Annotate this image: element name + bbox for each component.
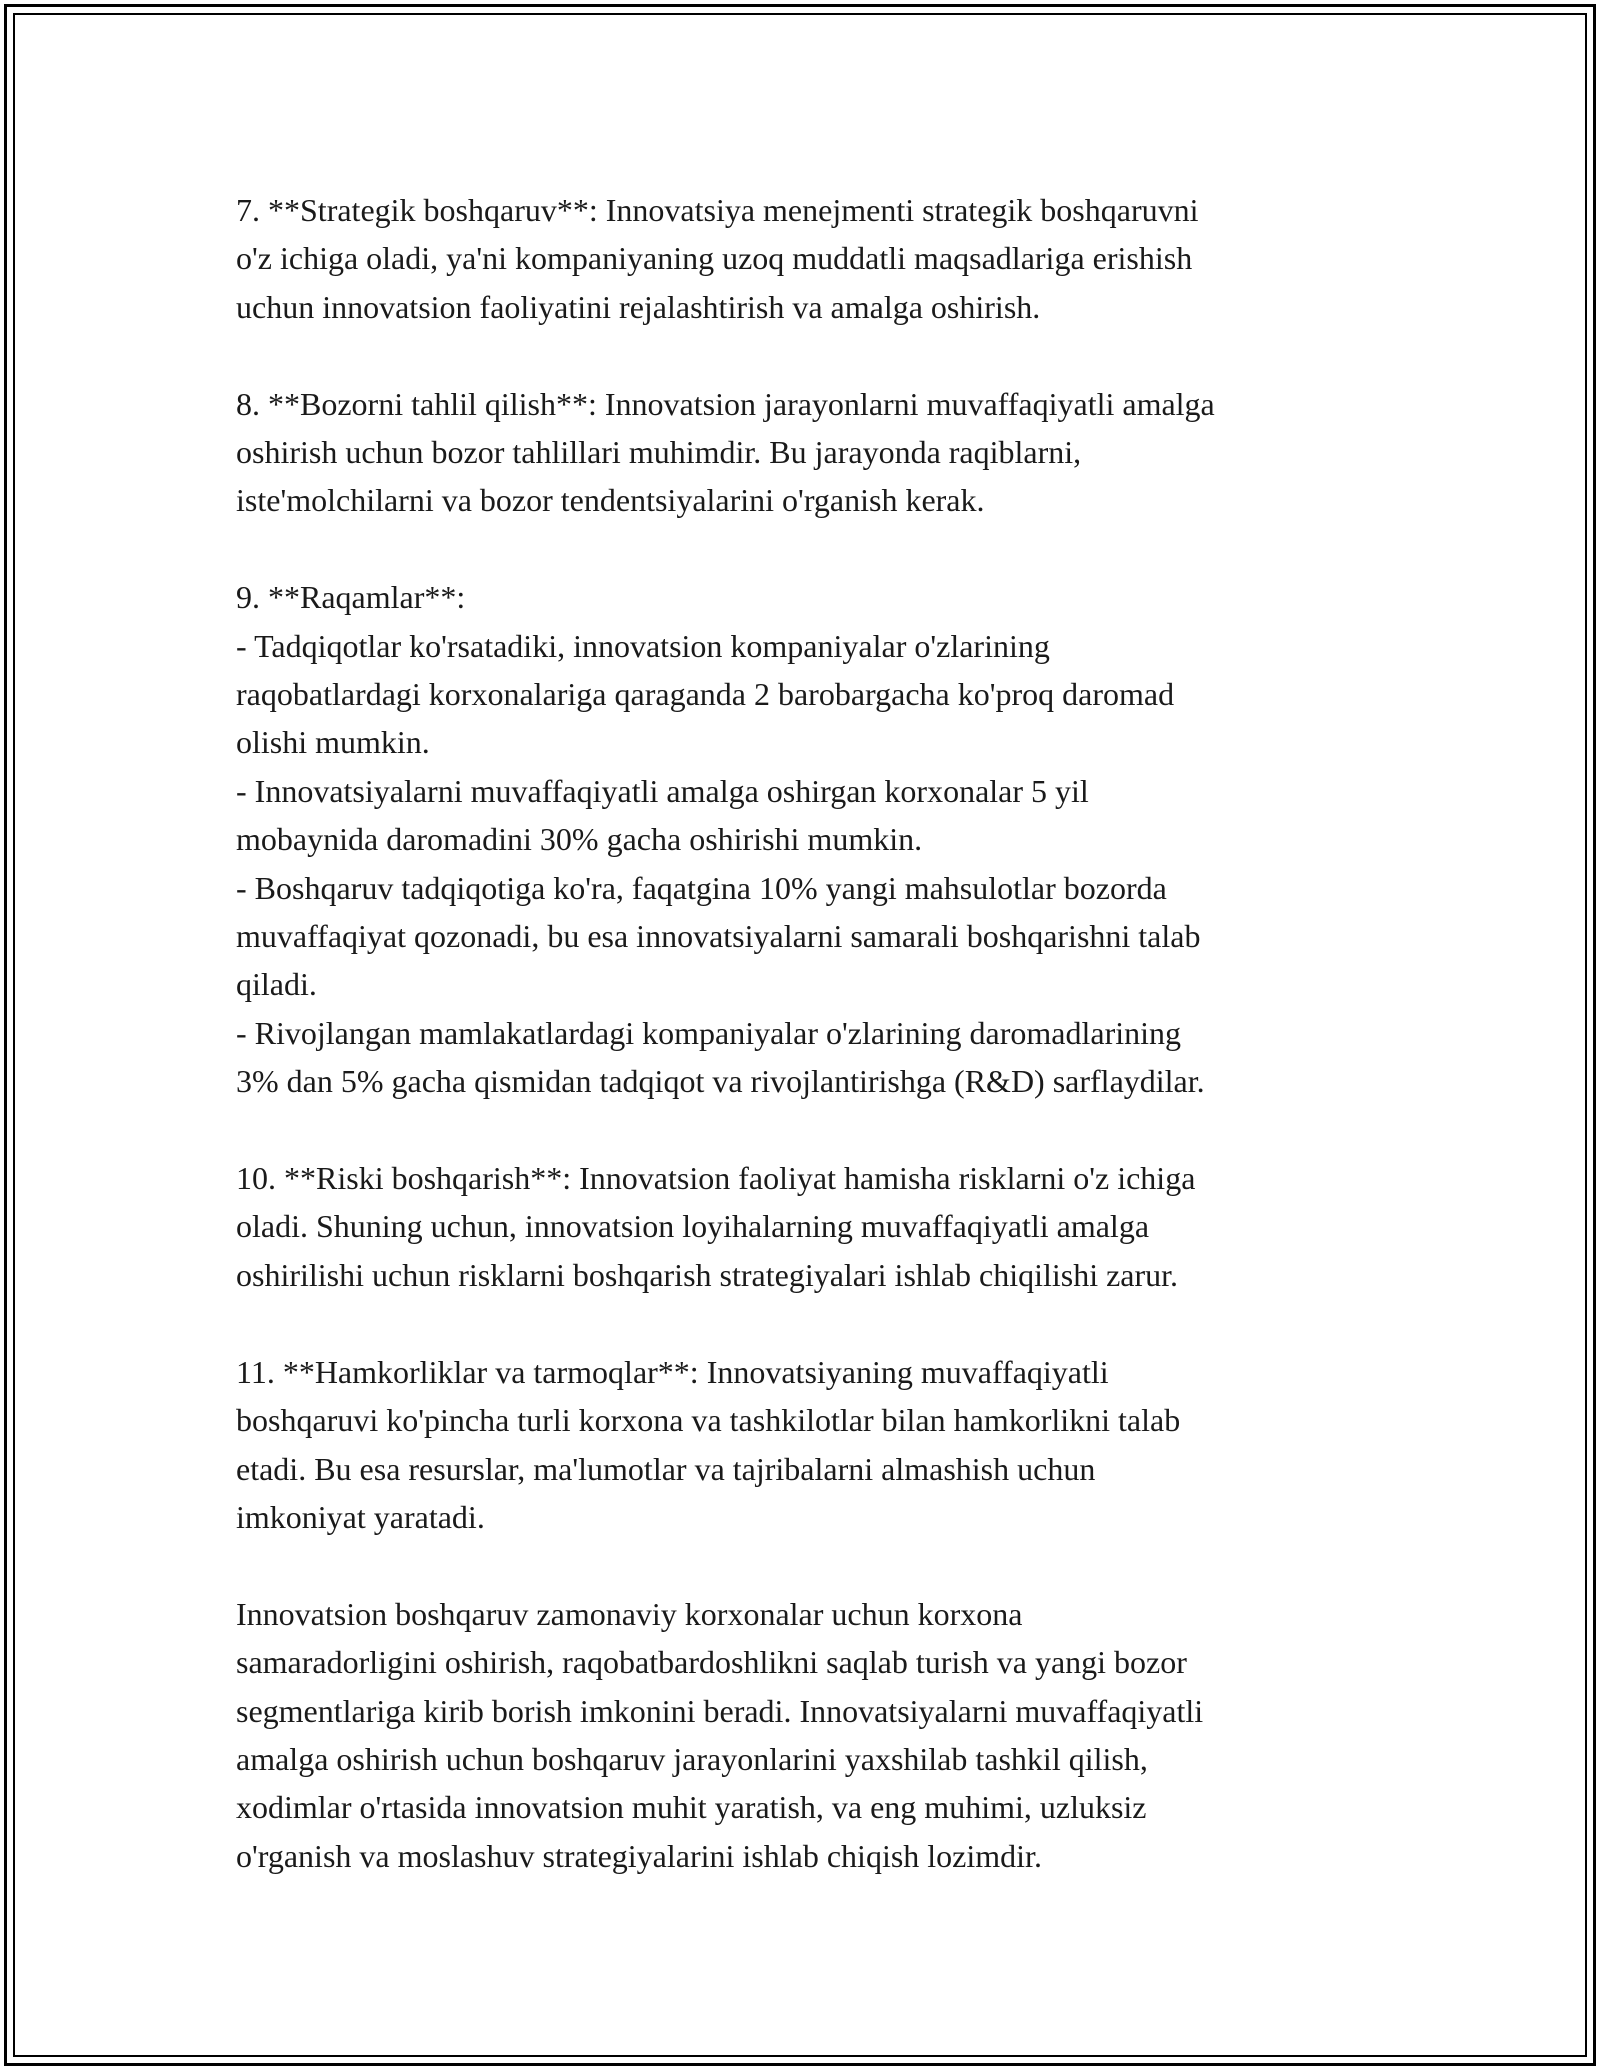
paragraph-strategik-boshqaruv: 7. **Strategik boshqaruv**: Innovatsiya menejmenti strategik boshqaruvni o'z ichiga oladi, ya'ni kompaniyaning uzoq muddatli maqsadlariga erishish uchun innovatsion faoliyatini rejalashtirish va amalga oshirish. xyxy=(236,192,1199,325)
paragraph-gap xyxy=(236,1541,1386,1589)
paragraph-gap xyxy=(236,1299,1386,1347)
paragraph-riski-boshqarish: 10. **Riski boshqarish**: Innovatsion faoliyat hamisha risklarni o'z ichiga oladi. Shuning uchun, innovatsion loyihalarning muvaffaqiyatli amalga oshirilishi uchun risklarni boshqarish strategiyalari ishlab chiqilishi zarur. xyxy=(236,1160,1196,1293)
paragraph-gap xyxy=(236,1106,1386,1154)
paragraph-bozorni-tahlil: 8. **Bozorni tahlil qilish**: Innovatsion jarayonlarni muvaffaqiyatli amalga oshirish uchun bozor tahlillari muhimdir. Bu jarayonda raqiblarni, iste'molchilarni va bozor tendentsiyalarini o'rganish kerak. xyxy=(236,385,1215,519)
document-body xyxy=(236,186,1386,1880)
paragraph-conclusion: Innovatsion boshqaruv zamonaviy korxonalar uchun korxona samaradorligini oshirish, raqobatbardoshlikni saqlab turish va yangi bozor segmentlariga kirib borish imkonini beradi. Innovatsiyalarni muvaffaqiyatli amalga oshirish uchun boshqaruv jarayonlarini yaxshilab tashkil qilish, xodimlar o'rtasida innovatsion muhit yaratish, va eng muhimi, uzluksiz o'rganish va moslashuv strategiyalarini ishlab chiqish lozimdir. xyxy=(236,1595,1204,1874)
paragraph-hamkorliklar: 11. **Hamkorliklar va tarmoqlar**: Innovatsiyaning muvaffaqiyatli boshqaruvi ko'pincha turli korxona va tashkilotlar bilan hamkorlikni talab etadi. Bu esa resurslar, ma'lumotlar va tajribalarni almashish uchun imkoniyat yaratadi. xyxy=(236,1353,1181,1535)
paragraph-gap xyxy=(236,525,1386,573)
paragraph-gap xyxy=(236,331,1386,379)
paragraph-raqamlar: 9. **Raqamlar**: - Tadqiqotlar ko'rsatadiki, innovatsion kompaniyalar o'zlarining raqobatlardagi korxonalariga qaraganda 2 barobargacha ko'proq daromad olishi mumkin. - Innovatsiyalarni muvaffaqiyatli amalga oshirgan korxonalar 5 yil mobaynida daromadini 30% gacha oshirishi mumkin. - Boshqaruv tadqiqotiga ko'ra, faqatgina 10% yangi mahsulotlar bozorda muvaffaqiyat qozonadi, bu esa innovatsiyalarni samarali boshqarishni talab qiladi. - Rivojlangan mamlakatlardagi kompaniyalar o'zlarining daromadlarining 3% dan 5% gacha qismidan tadqiqot va rivojlantirishga (R&D) sarflaydilar. xyxy=(236,579,1205,1100)
